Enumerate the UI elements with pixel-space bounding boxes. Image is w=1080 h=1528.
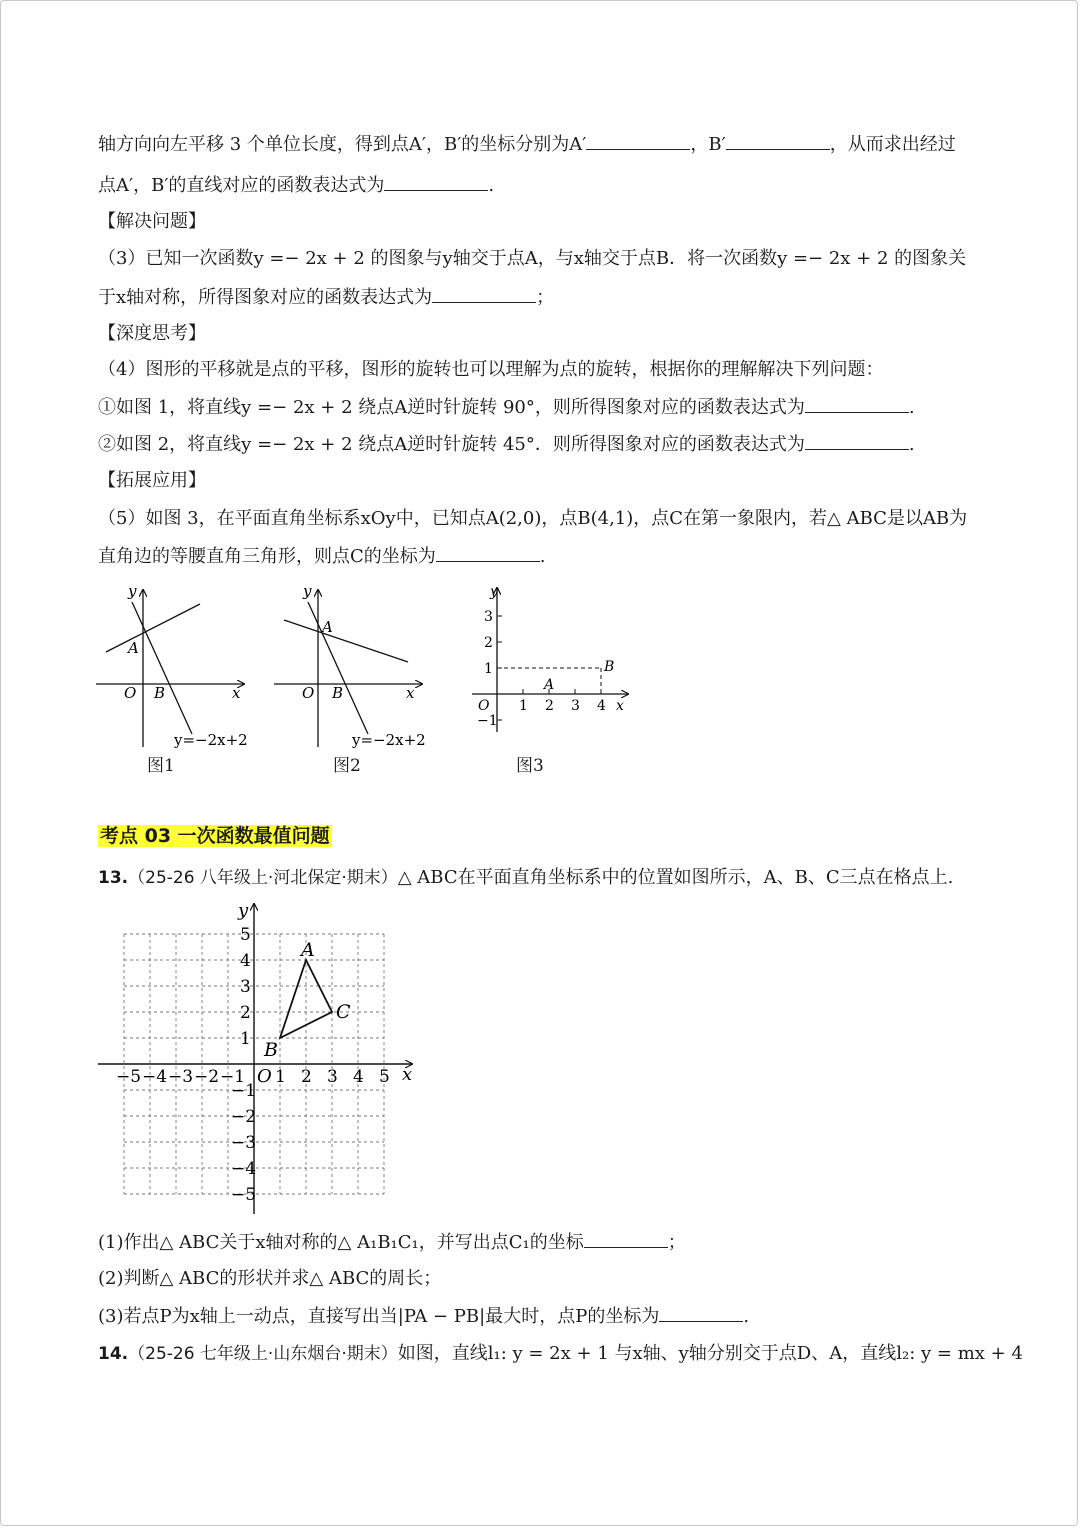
- origin-label: O: [478, 698, 490, 714]
- answer-blank[interactable]: [805, 394, 909, 413]
- heading-solve: 【解决问题】: [98, 211, 206, 232]
- equation-label: y=−2x+2: [174, 731, 248, 749]
- q13-grid-figure: [94, 898, 424, 1218]
- y-label: y: [128, 582, 137, 600]
- heading-think: 【深度思考】: [98, 323, 206, 344]
- y-label: y: [303, 582, 312, 600]
- x-tick-label: 1: [275, 1067, 286, 1087]
- point-a-label: A: [301, 939, 315, 961]
- point-c-label: C: [336, 1001, 351, 1023]
- point-a-label: A: [128, 639, 139, 657]
- y-tick-label: −1: [477, 713, 498, 729]
- x-tick-label: 2: [545, 698, 554, 714]
- y-tick-label: 3: [240, 977, 251, 997]
- y-tick-label: 2: [484, 635, 493, 651]
- origin-label: O: [124, 684, 137, 702]
- x-tick-label: 3: [571, 698, 580, 714]
- x-tick-label: −2: [194, 1067, 220, 1087]
- y-tick-label: 5: [240, 925, 251, 945]
- section-title: 考点 03 一次函数最值问题: [100, 825, 330, 847]
- x-tick-label: 2: [301, 1067, 312, 1087]
- x-tick-label: 5: [379, 1067, 390, 1087]
- x-tick-label: −1: [220, 1067, 246, 1087]
- figure-1-caption: 图1: [147, 756, 175, 776]
- x-tick-label: −3: [168, 1067, 194, 1087]
- x-label: x: [232, 684, 241, 702]
- text-line-5: （4）图形的平移就是点的平移，图形的旋转也可以理解为点的旋转，根据你的理解解决下列问题：: [98, 359, 884, 380]
- figure-2-caption: 图2: [333, 756, 361, 776]
- text-line-9: 直角边的等腰直角三角形，则点C的坐标为 .: [98, 543, 546, 570]
- x-tick-label: −4: [142, 1067, 168, 1087]
- rotated-line: [284, 620, 408, 662]
- figure-3-caption: 图3: [516, 756, 544, 776]
- y-tick-label: −3: [231, 1133, 257, 1153]
- q13-stem: 13.（25-26 八年级上·河北保定·期末）△ ABC在平面直角坐标系中的位置如图所示，A、B、C三点在格点上.: [98, 867, 954, 888]
- x-label: x: [406, 684, 415, 702]
- y-tick-label: 1: [240, 1029, 251, 1049]
- y-tick-label: 4: [240, 951, 251, 971]
- text-line-7: ②如图 2，将直线y =− 2x + 2 绕点A逆时针旋转 45°．则所得图象对应的函数表达式为 .: [98, 431, 915, 458]
- y-tick-label: 2: [240, 1003, 251, 1023]
- y-tick-label: 1: [484, 661, 493, 677]
- point-a-label: A: [322, 618, 333, 636]
- y-tick-label: −1: [231, 1081, 257, 1101]
- x-tick-label: 4: [597, 698, 606, 714]
- y-label: y: [238, 900, 249, 921]
- answer-blank[interactable]: [726, 131, 830, 150]
- figure-2: [272, 582, 432, 752]
- y-tick-label: 3: [484, 609, 493, 625]
- point-b-label: B: [264, 1039, 278, 1061]
- x-tick-label: 4: [353, 1067, 364, 1087]
- origin-label: O: [257, 1066, 272, 1087]
- x-tick-label: −5: [116, 1067, 142, 1087]
- text-line-8: （5）如图 3，在平面直角坐标系xOy中，已知点A(2,0)，点B(4,1)，点C在第一象限内，若△ ABC是以AB为: [98, 508, 968, 529]
- answer-blank[interactable]: [805, 431, 909, 450]
- text-line-3: （3）已知一次函数y =− 2x + 2 的图象与y轴交于点A，与x轴交于点B．将一次函数y =− 2x + 2 的图象关: [98, 248, 967, 269]
- answer-blank[interactable]: [432, 284, 536, 303]
- answer-blank[interactable]: [586, 131, 690, 150]
- heading-extend: 【拓展应用】: [98, 470, 206, 491]
- figure-3: [468, 582, 638, 742]
- x-label: x: [402, 1064, 413, 1085]
- figure-1: [94, 582, 254, 752]
- q13-part-3: (3)若点P为x轴上一动点，直接写出当|PA − PB|最大时，点P的坐标为 .: [98, 1303, 749, 1330]
- text-line-6: ①如图 1，将直线y =− 2x + 2 绕点A逆时针旋转 90°，则所得图象对应的函数表达式为 .: [98, 394, 915, 421]
- y-tick-label: −5: [231, 1185, 257, 1205]
- q14-stem: 14.（25-26 七年级上·山东烟台·期末）如图，直线l₁: y = 2x + 1 与x轴、y轴分别交于点D、A，直线l₂: y = mx + 4: [98, 1343, 1023, 1364]
- y-tick-label: −2: [231, 1107, 257, 1127]
- rotated-line: [106, 604, 200, 652]
- y-tick-label: −4: [231, 1159, 257, 1179]
- point-a-label: A: [544, 677, 555, 693]
- q13-part-2: (2)判断△ ABC的形状并求△ ABC的周长；: [98, 1268, 442, 1289]
- x-tick-label: 1: [519, 698, 528, 714]
- answer-blank[interactable]: [436, 543, 540, 562]
- origin-label: O: [302, 684, 315, 702]
- line-y-2x-2: [308, 602, 368, 734]
- text-line-4: 于x轴对称，所得图象对应的函数表达式为 ；: [98, 284, 554, 311]
- point-b-label: B: [604, 659, 615, 675]
- answer-blank[interactable]: [659, 1303, 743, 1322]
- text-line-1: 轴方向向左平移 3 个单位长度，得到点A′，B′的坐标分别为A′ ，B′ ，从而求出经过: [98, 131, 956, 158]
- point-b-label: B: [332, 684, 344, 702]
- x-tick-label: 3: [327, 1067, 338, 1087]
- answer-blank[interactable]: [384, 172, 488, 191]
- q13-part-1: (1)作出△ ABC关于x轴对称的△ A₁B₁C₁，并写出点C₁的坐标 ；: [98, 1229, 686, 1256]
- x-label: x: [616, 698, 624, 714]
- equation-label: y=−2x+2: [352, 731, 426, 749]
- point-b-label: B: [154, 684, 166, 702]
- line-y-2x-2: [132, 602, 192, 734]
- y-label: y: [490, 584, 498, 600]
- text-line-2: 点A′，B′的直线对应的函数表达式为 .: [98, 172, 494, 199]
- answer-blank[interactable]: [584, 1229, 668, 1248]
